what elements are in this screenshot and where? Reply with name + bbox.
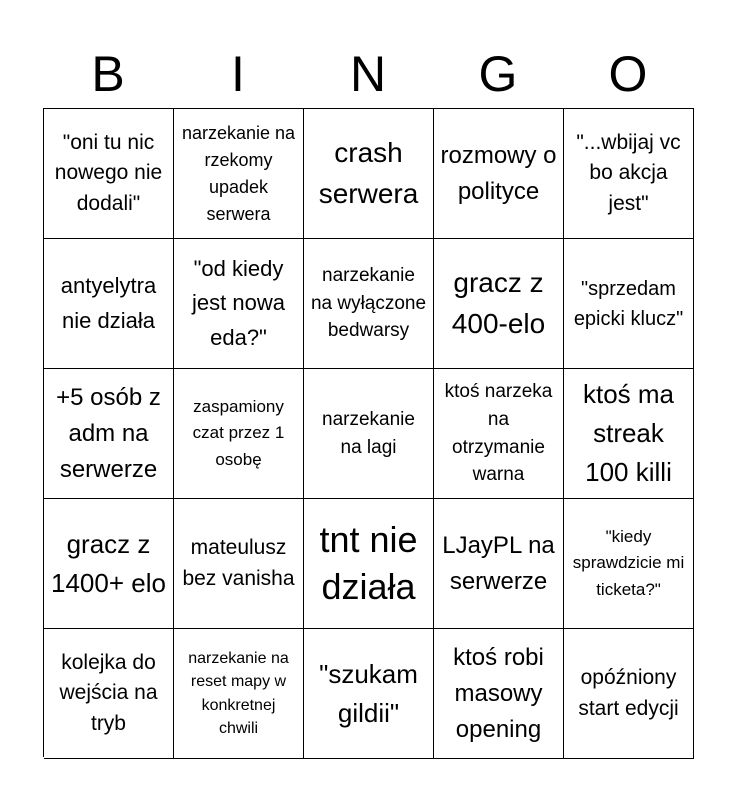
bingo-cell[interactable]: gracz z 1400+ elo (44, 499, 174, 629)
header-letter-b: B (91, 46, 125, 102)
bingo-cell[interactable]: narzekanie na wyłączone bedwarsy (304, 239, 434, 369)
bingo-cell[interactable]: narzekanie na reset mapy w konkretnej chwili (174, 629, 304, 759)
bingo-board (43, 108, 694, 757)
bingo-cell[interactable]: "...wbijaj vc bo akcja jest" (564, 109, 694, 239)
header-letter-g: G (478, 46, 518, 102)
bingo-cell[interactable]: "oni tu nic nowego nie dodali" (44, 109, 174, 239)
bingo-cell[interactable]: +5 osób z adm na serwerze (44, 369, 174, 499)
header-letter-n: N (349, 46, 387, 102)
header-letter-i: I (231, 46, 245, 102)
bingo-cell[interactable]: tnt nie działa (304, 499, 434, 629)
bingo-cell[interactable]: kolejka do wejścia na tryb (44, 629, 174, 759)
bingo-cell[interactable]: "szukam gildii" (304, 629, 434, 759)
bingo-cell[interactable]: "od kiedy jest nowa eda?" (174, 239, 304, 369)
header-letter-o: O (608, 46, 648, 102)
bingo-cell[interactable]: narzekanie na lagi (304, 369, 434, 499)
bingo-cell[interactable]: rozmowy o polityce (434, 109, 564, 239)
bingo-cell[interactable]: LJayPL na serwerze (434, 499, 564, 629)
bingo-cell[interactable]: gracz z 400-elo (434, 239, 564, 369)
bingo-cell[interactable]: antyelytra nie działa (44, 239, 174, 369)
bingo-cell[interactable]: "kiedy sprawdzicie mi ticketa?" (564, 499, 694, 629)
bingo-cell[interactable]: ktoś robi masowy opening (434, 629, 564, 759)
bingo-cell[interactable]: opóźniony start edycji (564, 629, 694, 759)
bingo-cell[interactable]: narzekanie na rzekomy upadek serwera (174, 109, 304, 239)
bingo-header (43, 40, 693, 108)
bingo-cell[interactable]: ktoś ma streak 100 killi (564, 369, 694, 499)
bingo-cell[interactable]: zaspamiony czat przez 1 osobę (174, 369, 304, 499)
bingo-cell[interactable]: mateulusz bez vanisha (174, 499, 304, 629)
bingo-cell[interactable]: ktoś narzeka na otrzymanie warna (434, 369, 564, 499)
bingo-cell[interactable]: "sprzedam epicki klucz" (564, 239, 694, 369)
bingo-cell[interactable]: crash serwera (304, 109, 434, 239)
